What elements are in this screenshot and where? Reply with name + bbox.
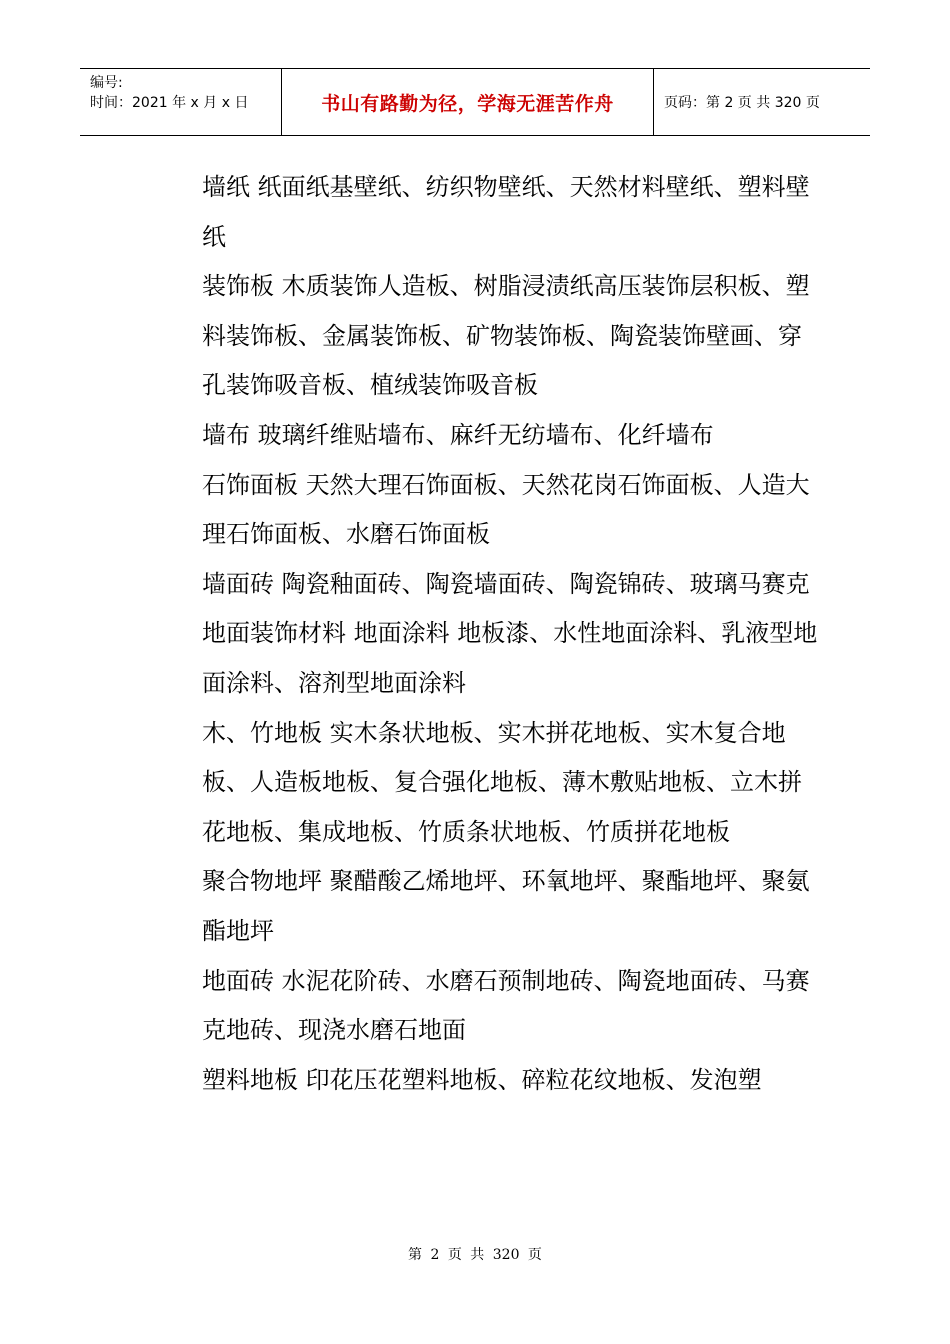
page-header — [80, 68, 870, 136]
footer-page-number: 第 2 页 共 320 页 — [408, 1247, 542, 1263]
header-motto-cell — [282, 69, 654, 135]
paragraph: 墙纸 纸面纸基壁纸、纺织物壁纸、天然材料壁纸、塑料壁纸 — [202, 173, 810, 251]
header-page-info-cell — [654, 69, 870, 135]
paragraph: 装饰板 木质装饰人造板、树脂浸渍纸高压装饰层积板、塑料装饰板、金属装饰板、矿物装饰板、陶瓷装饰壁画、穿孔装饰吸音板、植绒装饰吸音板 — [202, 272, 810, 400]
paragraph: 聚合物地坪 聚醋酸乙烯地坪、环氧地坪、聚酯地坪、聚氨酯地坪 — [202, 867, 810, 945]
paragraph: 墙布 玻璃纤维贴墙布、麻纤无纺墙布、化纤墙布 — [202, 420, 714, 449]
paragraph: 塑料地板 印花压花塑料地板、碎粒花纹地板、发泡塑 — [202, 1065, 762, 1094]
header-motto: 书山有路勤为径，学海无涯苦作舟 — [321, 92, 614, 115]
document-number-label: 编号: — [90, 75, 123, 91]
page-footer — [0, 1244, 950, 1264]
paragraph: 墙面砖 陶瓷釉面砖、陶瓷墙面砖、陶瓷锦砖、玻璃马赛克 — [202, 569, 810, 598]
document-time-label: 时间：2021 年 x 月 x 日 — [90, 95, 249, 111]
document-body — [202, 163, 822, 1105]
paragraph: 木、竹地板 实木条状地板、实木拼花地板、实木复合地板、人造板地板、复合强化地板、薄木敷贴地板、立木拼花地板、集成地板、竹质条状地板、竹质拼花地板 — [202, 718, 802, 846]
header-page-info: 页码：第 2 页 共 320 页 — [664, 95, 820, 111]
header-meta — [80, 69, 282, 135]
paragraph: 地面砖 水泥花阶砖、水磨石预制地砖、陶瓷地面砖、马赛克地砖、现浇水磨石地面 — [202, 966, 810, 1045]
paragraph: 石饰面板 天然大理石饰面板、天然花岗石饰面板、人造大理石饰面板、水磨石饰面板 — [202, 470, 810, 549]
paragraph: 地面装饰材料 地面涂料 地板漆、水性地面涂料、乳液型地面涂料、溶剂型地面涂料 — [202, 619, 818, 697]
